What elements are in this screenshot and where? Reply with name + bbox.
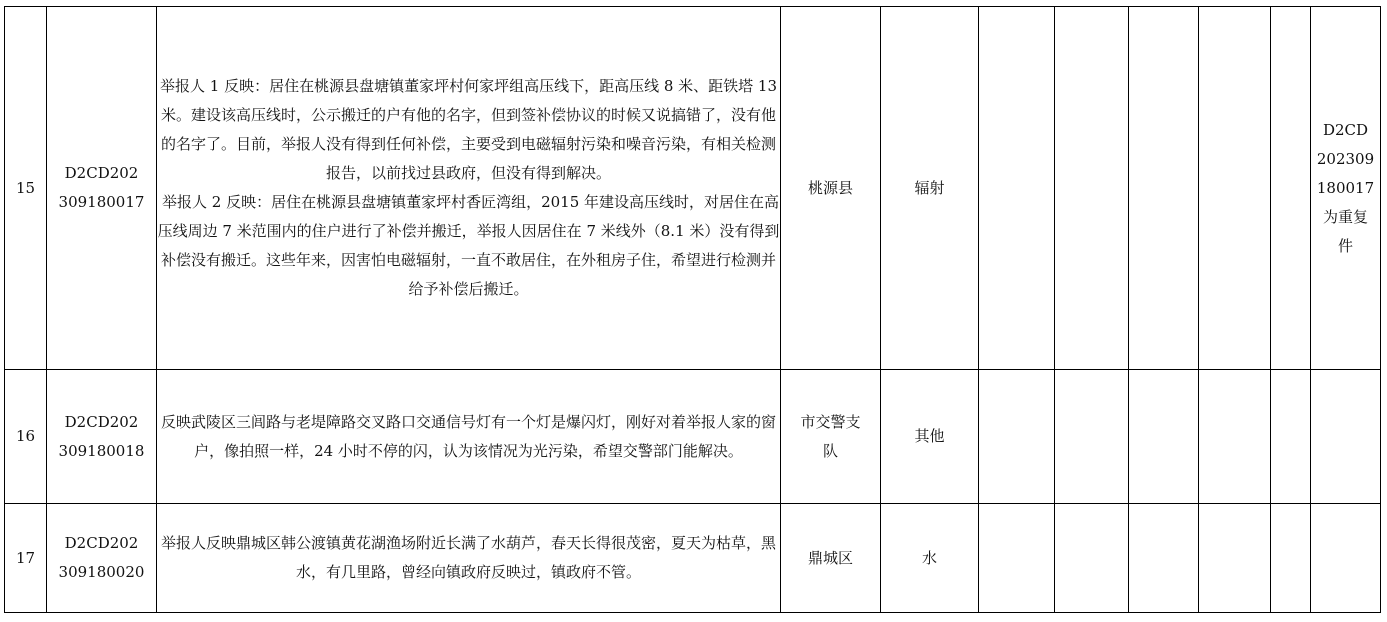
empty-cell [1055,504,1129,613]
code-line: 309180020 [58,563,145,581]
code-line: 309180018 [58,441,145,460]
complaint-code [47,7,157,370]
area-cell: 鼎城区 [781,504,881,613]
area-line: 队 [822,441,838,460]
empty-cell [1199,370,1271,504]
pollution-type: 其他 [881,370,979,504]
empty-cell [1129,7,1199,370]
description-paragraph: 反映武陵区三闾路与老堤障路交叉路口交通信号灯有一个灯是爆闪灯，刚好对着举报人家的窗户，像拍照一样，24 小时不停的闪，认为该情况为光污染，希望交警部门能解决。 [160,412,776,460]
empty-cell [1199,504,1271,613]
complaint-description [157,370,781,504]
complaint-table [4,6,1381,613]
table-row [5,7,1381,370]
row-number: 15 [5,7,47,370]
empty-cell [979,7,1055,370]
area-cell [781,370,881,504]
code-line: D2CD202 [64,164,139,182]
description-paragraph: 举报人 1 反映：居住在桃源县盘塘镇董家坪村何家坪组高压线下，距高压线 8 米、距铁塔 13 米。建设该高压线时，公示搬迁的户有他的名字，但到签补偿协议的时候又说搞错了，没有他的名字了。目前，举报人没有得到任何补偿，主要受到电磁辐射污染和噪音污染，有相关检测报告，以前找过县政府，但没有得到解决。 [159,77,778,182]
remark-line: D2CD [1322,120,1369,139]
remark-cell [1311,7,1381,370]
empty-cell [1129,504,1199,613]
empty-cell [979,504,1055,613]
remark-line: 件 [1337,236,1353,255]
table-row [5,370,1381,504]
code-line: D2CD202 [64,412,139,431]
code-line: D2CD202 [64,534,139,552]
empty-cell [1055,7,1129,370]
remark-line: 为重复 [1322,207,1368,226]
table-row [5,504,1381,613]
empty-cell [1271,7,1311,370]
code-line: 309180017 [58,193,145,211]
description-paragraph: 举报人 2 反映：居住在桃源县盘塘镇董家坪村香匠湾组，2015 年建设高压线时，对居住在高压线周边 7 米范围内的住户进行了补偿并搬迁，举报人因居住在 7 米线外（8.1 米）没有得到补偿没有搬迁。这些年来，因害怕电磁辐射，一直不敢居住，在外租房子住，希望进行检测并给予补偿后搬迁。 [157,193,780,298]
empty-cell [979,370,1055,504]
remark-cell [1311,370,1381,504]
complaint-code [47,504,157,613]
empty-cell [1271,370,1311,504]
complaint-code [47,370,157,504]
complaint-description [157,504,781,613]
empty-cell [1199,7,1271,370]
empty-cell [1129,370,1199,504]
pollution-type: 水 [881,504,979,613]
empty-cell [1055,370,1129,504]
row-number: 16 [5,370,47,504]
remark-line: 202309 [1316,149,1375,168]
empty-cell [1271,504,1311,613]
area-cell: 桃源县 [781,7,881,370]
complaint-description [157,7,781,370]
description-paragraph: 举报人反映鼎城区韩公渡镇黄花湖渔场附近长满了水葫芦，春天长得很茂密，夏天为枯草，黑水，有几里路，曾经向镇政府反映过，镇政府不管。 [160,534,776,581]
pollution-type: 辐射 [881,7,979,370]
area-line: 市交警支 [800,412,861,431]
remark-cell [1311,504,1381,613]
row-number: 17 [5,504,47,613]
remark-line: 180017 [1316,178,1375,197]
